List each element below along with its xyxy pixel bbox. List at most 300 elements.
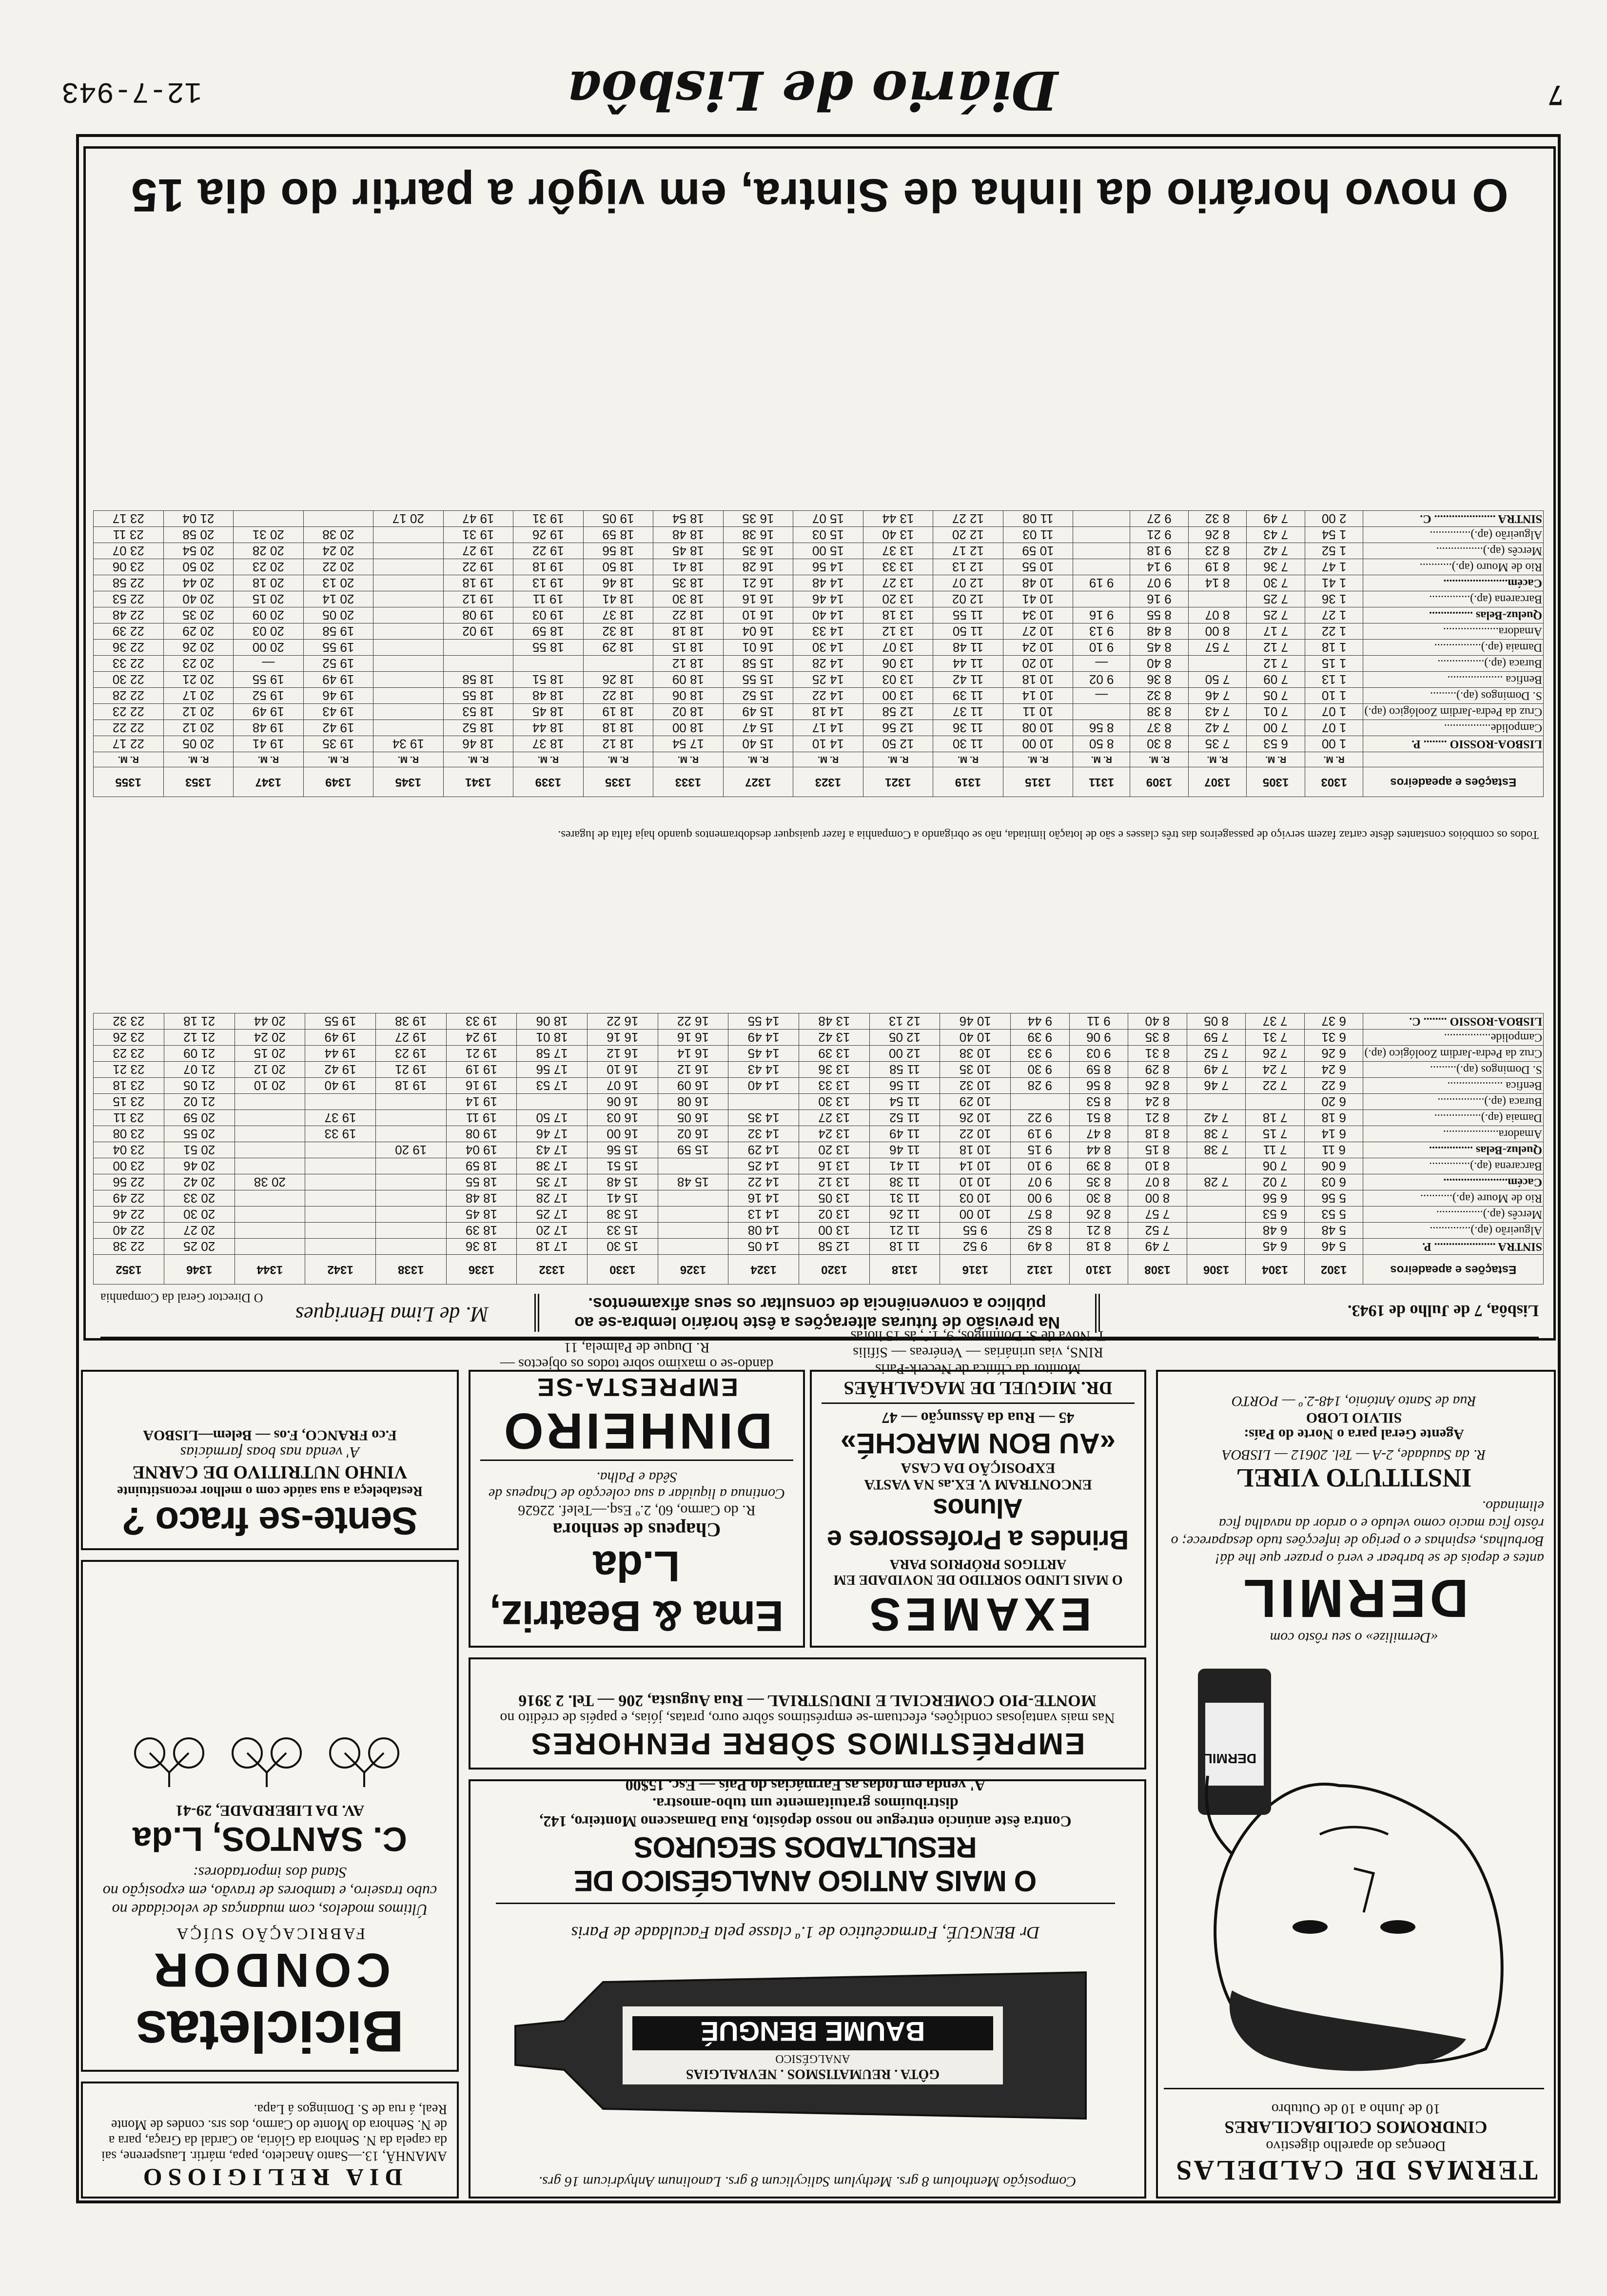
- time-cell: 6 24: [1304, 1062, 1363, 1078]
- time-cell: 16 16: [658, 1030, 728, 1046]
- time-cell: 8 38: [1130, 704, 1189, 720]
- time-cell: 14 08: [728, 1223, 799, 1239]
- time-cell: 8 55: [1130, 607, 1189, 623]
- train-number: 1330: [587, 1255, 658, 1284]
- dermil-agent: Agente Geral para o Norte do País:: [1244, 1426, 1464, 1442]
- time-cell: 5 53: [1304, 1206, 1363, 1223]
- time-cell: [1187, 1094, 1246, 1110]
- time-cell: 20 30: [164, 1206, 235, 1223]
- time-cell: 19 19: [446, 1062, 517, 1078]
- time-cell: 8 32: [1130, 688, 1189, 704]
- time-cell: 7 57: [1188, 640, 1247, 656]
- time-cell: 13 36: [799, 1062, 870, 1078]
- time-cell: 21 12: [164, 1030, 235, 1046]
- time-cell: 7 11: [1246, 1142, 1305, 1158]
- time-cell: 20 17: [373, 511, 444, 527]
- time-cell: 18 59: [513, 623, 584, 640]
- time-cell: 20 12: [163, 720, 234, 736]
- time-cell: 18 22: [653, 607, 724, 623]
- time-cell: 13 12: [799, 1174, 870, 1190]
- time-cell: 17 53: [517, 1078, 588, 1094]
- train-type: R. M.: [303, 752, 373, 767]
- table-row: [94, 1094, 1544, 1110]
- table-row: [94, 559, 1544, 575]
- time-cell: 23 23: [94, 1046, 164, 1062]
- time-cell: [658, 1239, 728, 1255]
- time-cell: [513, 656, 584, 672]
- time-cell: 7 46: [1188, 688, 1247, 704]
- time-cell: 11 50: [933, 623, 1003, 640]
- exames-found: ENCONTRAM V. EX.as NA VASTA EXPOSIÇÃO DA CASA: [864, 1460, 1092, 1493]
- time-cell: [1187, 1223, 1246, 1239]
- time-cell: 16 01: [723, 640, 793, 656]
- time-cell: 17 38: [517, 1158, 588, 1174]
- time-cell: 9 10: [1073, 640, 1130, 656]
- time-cell: 14 10: [793, 736, 863, 752]
- ad-dia-religioso: [81, 2082, 459, 2199]
- time-cell: 19 58: [303, 623, 373, 640]
- time-cell: 7 12: [1247, 640, 1305, 656]
- time-cell: 6 06: [1304, 1158, 1363, 1174]
- station-name: Cacém......................: [1363, 575, 1544, 591]
- time-cell: 20 50: [163, 559, 234, 575]
- table-row: [94, 1206, 1544, 1223]
- time-cell: 19 26: [513, 527, 584, 543]
- time-cell: 9 13: [1073, 623, 1130, 640]
- time-cell: 1 41: [1305, 575, 1363, 591]
- train-type: R. M.: [933, 752, 1003, 767]
- train-type: R. M.: [513, 752, 584, 767]
- time-cell: 8 31: [1128, 1046, 1187, 1062]
- time-cell: 19 35: [303, 736, 373, 752]
- time-cell: 19 03: [513, 607, 584, 623]
- time-cell: 14 30: [793, 640, 863, 656]
- time-cell: 10 41: [1003, 591, 1073, 607]
- time-cell: 16 10: [587, 1062, 658, 1078]
- time-cell: 18 46: [443, 736, 513, 752]
- time-cell: 10 00: [1003, 736, 1073, 752]
- time-cell: 20 24: [303, 543, 373, 559]
- dermil-body: antes e depois de se barbear e verá o prazer que lhe dá! Borbulhas, espinhas e o perigo de infecções tudo desaparece; o rôsto fica macio como veludo e o ardor da navalha fica eliminado.: [1171, 1498, 1544, 1567]
- time-cell: 9 52: [940, 1239, 1011, 1255]
- time-cell: 9 03: [1069, 1046, 1128, 1062]
- time-cell: 10 11: [1003, 704, 1073, 720]
- time-cell: 18 50: [583, 559, 653, 575]
- analgesico-sale: A' venda em todas as Farmácias do País — Esc. 15$00: [625, 1777, 986, 1794]
- religioso-title: DIA RELIGIOSO: [137, 2164, 403, 2191]
- time-cell: [375, 1223, 446, 1239]
- time-cell: 20 00: [234, 640, 304, 656]
- time-cell: 5 48: [1304, 1223, 1363, 1239]
- time-cell: 17 54: [653, 736, 724, 752]
- time-cell: 19 16: [446, 1078, 517, 1094]
- ad-emprestimos: [469, 1657, 1146, 1770]
- time-cell: 16 09: [658, 1078, 728, 1094]
- time-cell: 19 31: [443, 527, 513, 543]
- time-cell: [1073, 559, 1130, 575]
- time-cell: 10 24: [1003, 640, 1073, 656]
- station-name: Queluz-Belas ...............: [1363, 607, 1544, 623]
- time-cell: 13 05: [799, 1190, 870, 1206]
- time-cell: —: [1073, 688, 1130, 704]
- medico-block: [822, 1327, 1135, 1404]
- time-cell: 18 53: [443, 704, 513, 720]
- time-cell: 22 39: [94, 623, 164, 640]
- time-cell: 17 25: [517, 1206, 588, 1223]
- time-cell: 13 06: [863, 656, 933, 672]
- time-cell: 11 58: [869, 1062, 940, 1078]
- time-cell: 8 49: [1011, 1239, 1070, 1255]
- time-cell: 11 39: [933, 688, 1003, 704]
- train-type: R. M.: [793, 752, 863, 767]
- ad-exames: [810, 1328, 1146, 1648]
- medico-line3: T. Nova de S. Domingos, 9, 1.º, às 15 horas: [850, 1328, 1106, 1344]
- time-cell: 19 21: [446, 1046, 517, 1062]
- time-cell: 23 11: [94, 527, 164, 543]
- termas-line1: Doenças do aparelho digestivo: [1266, 2138, 1446, 2154]
- time-cell: 20 27: [164, 1223, 235, 1239]
- time-cell: 7 42: [1187, 1110, 1246, 1126]
- time-cell: 8 40: [1130, 656, 1189, 672]
- time-cell: 20 51: [164, 1142, 235, 1158]
- station-name: Benfica ...................: [1363, 672, 1544, 688]
- time-cell: [305, 1239, 376, 1255]
- dermil-address: R. da Saudade, 2-A — Tel. 20612 — LISBOA: [1222, 1447, 1486, 1463]
- time-cell: 14 55: [728, 1013, 799, 1030]
- station-name: Campolide................: [1363, 1030, 1544, 1046]
- timetable-footer: [100, 1288, 1539, 1338]
- time-cell: 9 22: [1011, 1110, 1070, 1126]
- time-cell: 16 08: [658, 1094, 728, 1110]
- time-cell: 8 26: [1188, 527, 1247, 543]
- time-cell: 16 10: [723, 607, 793, 623]
- train-type: R. M.: [723, 752, 793, 767]
- time-cell: [373, 656, 444, 672]
- time-cell: 14 16: [728, 1190, 799, 1206]
- time-cell: [373, 591, 444, 607]
- table-row: [94, 1126, 1544, 1142]
- train-type: R. M.: [443, 752, 513, 767]
- dermil-agent-address: Rua de Santo António, 148-2.º — PORTO: [1232, 1393, 1476, 1409]
- time-cell: 20 35: [163, 607, 234, 623]
- time-cell: [235, 1126, 305, 1142]
- time-cell: 18 06: [653, 688, 724, 704]
- table-row: [94, 1239, 1544, 1255]
- time-cell: 15 00: [793, 543, 863, 559]
- table-row: [94, 1190, 1544, 1206]
- time-cell: 19 49: [305, 1030, 376, 1046]
- cyclists-icon: [79, 1729, 457, 1802]
- time-cell: 19 05: [583, 511, 653, 527]
- time-cell: 18 59: [583, 527, 653, 543]
- time-cell: 18 48: [653, 527, 724, 543]
- time-cell: 9 39: [1011, 1030, 1070, 1046]
- time-cell: 13 07: [863, 640, 933, 656]
- time-cell: 18 45: [446, 1206, 517, 1223]
- page-number: 7: [1548, 79, 1563, 112]
- time-cell: 12 50: [863, 736, 933, 752]
- footer-date: Lisbôa, 7 de Julho de 1943.: [1347, 1302, 1539, 1320]
- time-cell: 14 05: [728, 1239, 799, 1255]
- time-cell: 20 44: [235, 1013, 305, 1030]
- time-cell: [373, 720, 444, 736]
- time-cell: [305, 1190, 376, 1206]
- station-name: Barcarena (ap.)..............: [1363, 1158, 1544, 1174]
- time-cell: 15 03: [793, 527, 863, 543]
- time-cell: 18 01: [517, 1030, 588, 1046]
- time-cell: 21 07: [164, 1062, 235, 1078]
- time-cell: 19 55: [234, 672, 304, 688]
- station-name: Damaia (ap.)................: [1363, 640, 1544, 656]
- medico-title: DR. MIGUEL DE MAGALHÃES: [843, 1378, 1113, 1398]
- time-cell: 20 26: [163, 640, 234, 656]
- table-row: [94, 736, 1544, 752]
- footer-notice: Na previsão de futuras alterações a êste horário lembra-se ao público a conveniência de consultar os seus afixamentos.: [534, 1294, 1100, 1332]
- time-cell: 9 19: [1011, 1126, 1070, 1142]
- time-cell: 20 55: [164, 1126, 235, 1142]
- train-number: 1315: [1003, 767, 1073, 797]
- time-cell: [305, 1158, 376, 1174]
- bicicletas-origin: FABRICAÇÃO SUÍÇA: [174, 1925, 366, 1943]
- time-cell: 18 39: [446, 1223, 517, 1239]
- time-cell: 12 02: [933, 591, 1003, 607]
- time-cell: [235, 1142, 305, 1158]
- time-cell: [305, 1174, 376, 1190]
- time-cell: 1 10: [1305, 688, 1363, 704]
- time-cell: 20 31: [234, 527, 304, 543]
- time-cell: 8 19: [1188, 559, 1247, 575]
- time-cell: 6 26: [1304, 1046, 1363, 1062]
- table-row: [94, 591, 1544, 607]
- time-cell: 16 35: [723, 543, 793, 559]
- time-cell: 19 49: [234, 704, 304, 720]
- time-cell: 20 42: [164, 1174, 235, 1190]
- time-cell: 13 33: [799, 1078, 870, 1094]
- time-cell: 20 14: [303, 591, 373, 607]
- time-cell: [375, 1110, 446, 1126]
- time-cell: 22 30: [94, 672, 164, 688]
- time-cell: 17 46: [517, 1126, 588, 1142]
- time-cell: 20 38: [235, 1174, 305, 1190]
- time-cell: [375, 1206, 446, 1223]
- table-row: [94, 1078, 1544, 1094]
- time-cell: 11 08: [1003, 511, 1073, 527]
- time-cell: 6 22: [1304, 1078, 1363, 1094]
- time-cell: 22 33: [94, 656, 164, 672]
- station-name: Mercês (ap.)................: [1363, 1206, 1544, 1223]
- time-cell: 16 38: [723, 527, 793, 543]
- time-cell: [375, 1094, 446, 1110]
- timetable-lisbon-sintra: [93, 510, 1544, 797]
- time-cell: 18 41: [653, 559, 724, 575]
- station-name: Buraca (ap.)................: [1363, 656, 1544, 672]
- time-cell: 8 56: [1069, 1078, 1128, 1094]
- time-cell: 12 13: [869, 1013, 940, 1030]
- dermil-text: [1164, 1393, 1544, 1646]
- time-cell: [373, 543, 444, 559]
- ema-sub: Chapeus de senhora: [552, 1519, 721, 1541]
- baume-kind: ANALGÉSICO: [775, 2052, 850, 2065]
- time-cell: 7 52: [1128, 1223, 1187, 1239]
- time-cell: 21 09: [164, 1046, 235, 1062]
- time-cell: 20 29: [163, 623, 234, 640]
- time-cell: 7 28: [1187, 1174, 1246, 1190]
- time-cell: 16 00: [587, 1126, 658, 1142]
- train-number: 1316: [940, 1255, 1011, 1284]
- time-cell: 10 26: [940, 1110, 1011, 1126]
- time-cell: 14 46: [793, 591, 863, 607]
- time-cell: 15 07: [793, 511, 863, 527]
- time-cell: 7 17: [1247, 623, 1305, 640]
- time-cell: 10 59: [1003, 543, 1073, 559]
- time-cell: 18 56: [583, 543, 653, 559]
- time-cell: 16 22: [587, 1013, 658, 1030]
- time-cell: 18 09: [653, 672, 724, 688]
- time-cell: 14 40: [793, 607, 863, 623]
- time-cell: 20 09: [234, 607, 304, 623]
- time-cell: 19 40: [305, 1078, 376, 1094]
- time-cell: 19 20: [375, 1142, 446, 1158]
- time-cell: 18 06: [517, 1013, 588, 1030]
- baume-composition: Composição Mentholum 8 grs. Methylum Salicylicum 8 grs. Lanolinum Anhydricum 16 grs.: [538, 2174, 1077, 2190]
- exames-sub: O MAIS LINDO SORTIDO DE NOVIDADE EM ARTIGOS PRÓPRIOS PARA: [833, 1557, 1123, 1587]
- time-cell: [373, 527, 444, 543]
- time-cell: 14 32: [728, 1126, 799, 1142]
- time-cell: 9 15: [1011, 1142, 1070, 1158]
- baume-brand: BAUME BENGUÉ: [700, 2016, 925, 2047]
- time-cell: 18 54: [653, 511, 724, 527]
- time-cell: [235, 1190, 305, 1206]
- dermil-instituto: INSTITUTO VIREL: [1236, 1463, 1472, 1493]
- time-cell: 21 05: [164, 1078, 235, 1094]
- time-cell: 16 35: [723, 511, 793, 527]
- time-cell: 11 30: [933, 736, 1003, 752]
- time-cell: 8 15: [1128, 1142, 1187, 1158]
- time-cell: 1 15: [1305, 656, 1363, 672]
- time-cell: 13 20: [863, 591, 933, 607]
- time-cell: 14 35: [728, 1110, 799, 1126]
- station-name: Algueirão (ap.)..............: [1363, 527, 1544, 543]
- time-cell: 20 15: [235, 1046, 305, 1062]
- time-cell: 14 13: [728, 1206, 799, 1223]
- condor-brand: CONDOR: [149, 1944, 391, 1997]
- baume-uses: GÔTA . REUMATISMOS . NEVRALGIAS: [686, 2066, 940, 2082]
- time-cell: 14 22: [728, 1174, 799, 1190]
- time-cell: [1187, 1158, 1246, 1174]
- train-number: 1307: [1188, 767, 1247, 797]
- time-cell: [728, 1094, 799, 1110]
- time-cell: 19 42: [305, 1062, 376, 1078]
- time-cell: [658, 1206, 728, 1223]
- table-row: [94, 704, 1544, 720]
- time-cell: 11 03: [1003, 527, 1073, 543]
- time-cell: 8 59: [1069, 1062, 1128, 1078]
- time-cell: 19 18: [513, 559, 584, 575]
- termas-line3: 10 de Junho a 10 de Outubro: [1271, 2101, 1441, 2117]
- train-type: R. M.: [1305, 752, 1363, 767]
- time-cell: 18 35: [653, 575, 724, 591]
- time-cell: 16 16: [723, 591, 793, 607]
- time-cell: 13 30: [799, 1094, 870, 1110]
- time-cell: 22 58: [94, 575, 164, 591]
- time-cell: 19 18: [443, 575, 513, 591]
- station-name: SINTRA ..................... P.: [1363, 1239, 1544, 1255]
- time-cell: 18 55: [446, 1174, 517, 1190]
- time-cell: 13 40: [863, 527, 933, 543]
- time-cell: [1246, 1094, 1305, 1110]
- time-cell: 18 18: [583, 720, 653, 736]
- time-cell: 6 11: [1304, 1142, 1363, 1158]
- time-cell: 15 48: [587, 1174, 658, 1190]
- time-cell: 17 18: [517, 1239, 588, 1255]
- station-name: Mercês (ap.)................: [1363, 543, 1544, 559]
- time-cell: 6 14: [1304, 1126, 1363, 1142]
- time-cell: 10 18: [940, 1142, 1011, 1158]
- time-cell: 7 12: [1247, 656, 1305, 672]
- train-number: 1318: [869, 1255, 940, 1284]
- time-cell: 9 06: [1069, 1030, 1128, 1046]
- time-cell: 8 07: [1128, 1174, 1187, 1190]
- time-cell: 23 11: [94, 1110, 164, 1126]
- ad-bicicletas: [81, 1560, 459, 2072]
- time-cell: 19 08: [443, 607, 513, 623]
- time-cell: 19 02: [443, 623, 513, 640]
- time-cell: 7 26: [1246, 1046, 1305, 1062]
- time-cell: 23 17: [94, 511, 164, 527]
- time-cell: 19 52: [234, 688, 304, 704]
- vinho-product: VINHO NUTRITIVO DE CARNE: [132, 1462, 408, 1482]
- time-cell: 7 43: [1247, 527, 1305, 543]
- time-cell: [235, 1094, 305, 1110]
- time-cell: 18 12: [583, 736, 653, 752]
- vinho-sale: A' venda nas boas farmácias: [180, 1444, 360, 1461]
- time-cell: [1188, 656, 1247, 672]
- time-cell: 8 29: [1128, 1062, 1187, 1078]
- table-row: [94, 656, 1544, 672]
- table-row: [94, 640, 1544, 656]
- time-cell: 12 20: [933, 527, 1003, 543]
- time-cell: 18 22: [583, 688, 653, 704]
- table-row: [94, 1110, 1544, 1126]
- time-cell: [305, 1206, 376, 1223]
- time-cell: 1 36: [1305, 591, 1363, 607]
- time-cell: 10 22: [940, 1126, 1011, 1142]
- time-cell: 7 49: [1128, 1239, 1187, 1255]
- time-cell: 7 18: [1246, 1110, 1305, 1126]
- time-cell: 6 03: [1304, 1174, 1363, 1190]
- time-cell: 7 50: [1188, 672, 1247, 688]
- analgesico-block: [496, 1776, 1115, 1904]
- time-cell: 9 07: [1130, 575, 1189, 591]
- station-name: Cruz da Pedra-Jardim Zoológico (ap.): [1363, 1046, 1544, 1062]
- time-cell: 19 33: [446, 1013, 517, 1030]
- time-cell: [375, 1126, 446, 1142]
- time-cell: 11 38: [869, 1174, 940, 1190]
- time-cell: 7 00: [1247, 720, 1305, 736]
- time-cell: 8 50: [1073, 736, 1130, 752]
- train-type: R. M.: [1073, 752, 1130, 767]
- time-cell: 22 49: [94, 1190, 164, 1206]
- time-cell: 10 55: [1003, 559, 1073, 575]
- table-row: [94, 607, 1544, 623]
- time-cell: [235, 1110, 305, 1126]
- time-cell: 18 46: [583, 575, 653, 591]
- time-cell: 13 00: [799, 1223, 870, 1239]
- time-cell: 22 23: [94, 704, 164, 720]
- time-cell: 9 44: [1011, 1013, 1070, 1030]
- station-name: LISBOA-ROSSIO ........ C.: [1363, 1013, 1544, 1030]
- train-number: 1326: [658, 1255, 728, 1284]
